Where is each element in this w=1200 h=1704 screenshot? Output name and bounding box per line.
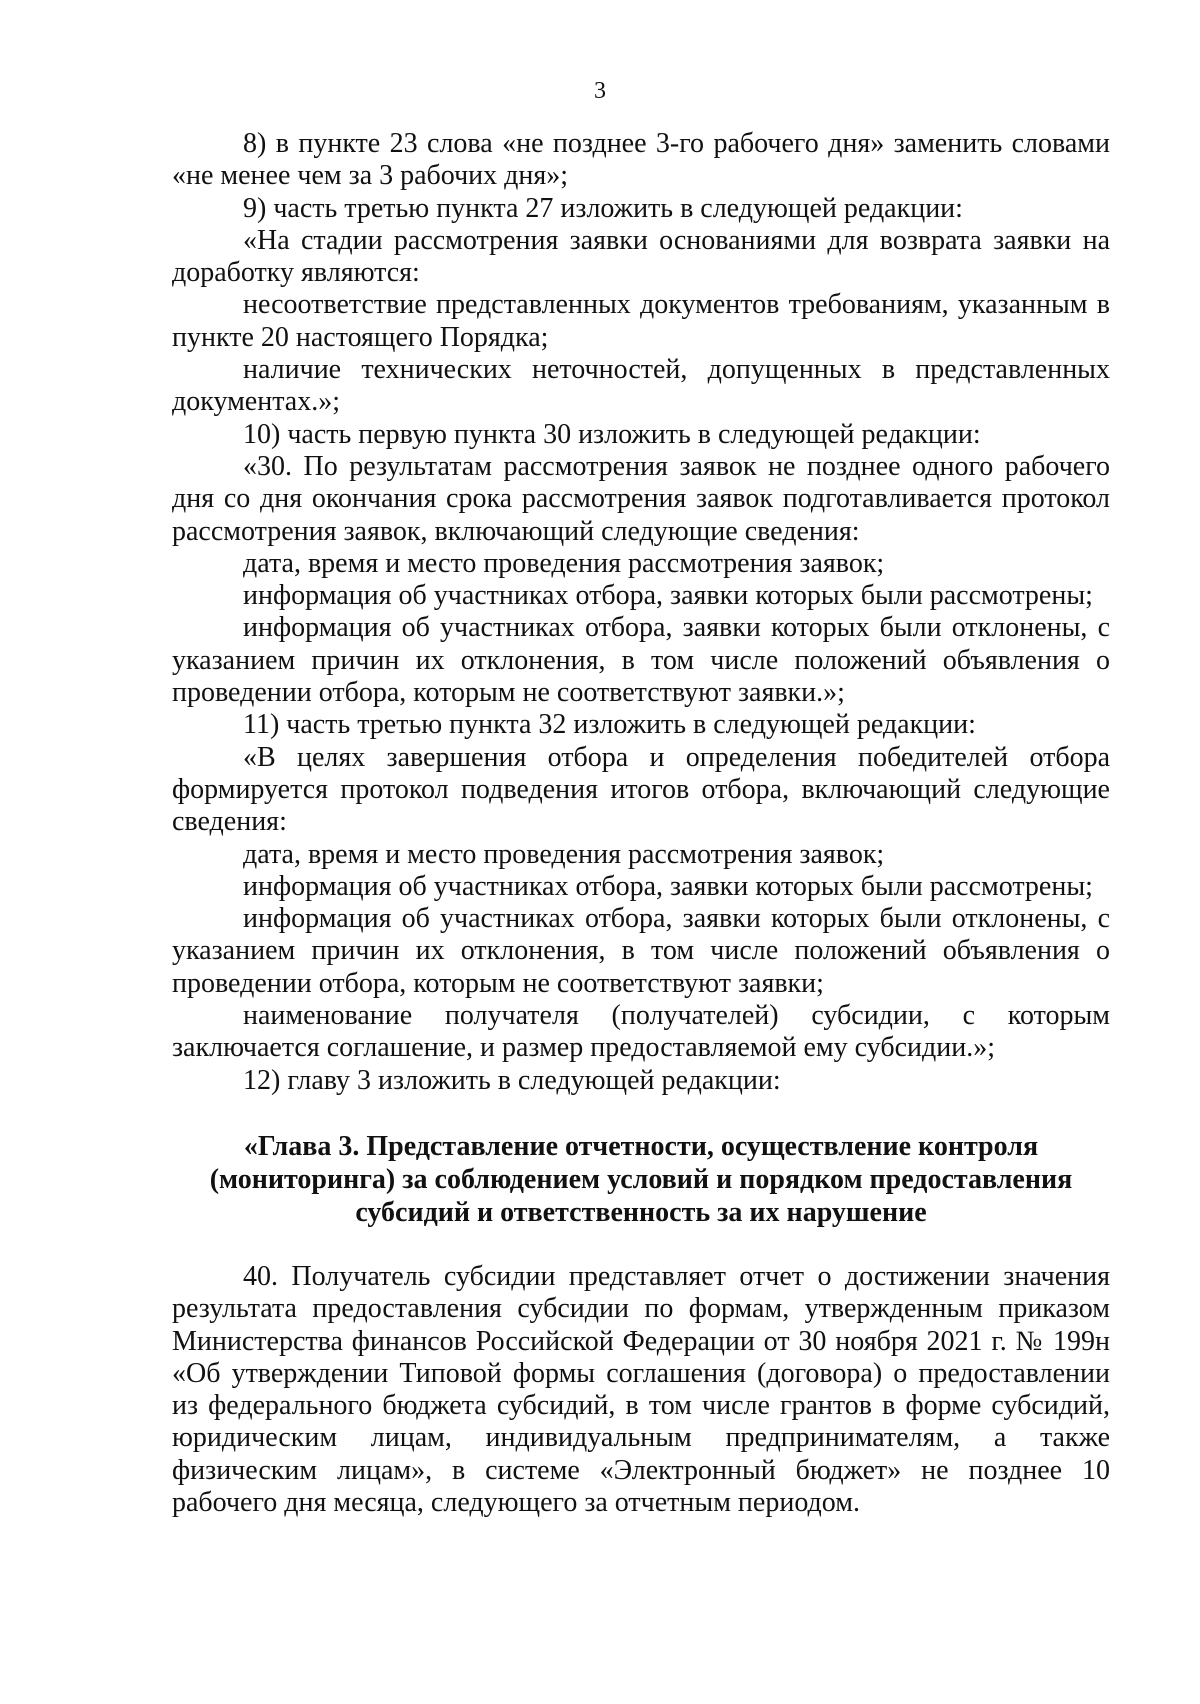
paragraph-quote-27-a: несоответствие представленных документов требованиям, указанным в пункте 20 настоящего Порядка; (172, 289, 1110, 353)
paragraph-quote-27-b: наличие технических неточностей, допущенных в представленных документах.»; (172, 354, 1110, 418)
paragraph-item-10: 10) часть первую пункта 30 изложить в следующей редакции: (243, 418, 981, 450)
chapter-heading (172, 1130, 1110, 1229)
chapter-heading-line-2: (мониторинга) за соблюдением условий и порядком предоставления (209, 1164, 1073, 1195)
paragraph-quote-32-intro: «В целях завершения отбора и определения победителей отбора формируется протокол подведения итогов отбора, включающий следующие сведения: (172, 741, 1110, 838)
page-number: 3 (594, 78, 606, 104)
paragraph-40: 40. Получатель субсидии представляет отчет о достижении значения результата предоставления субсидии по формам, утвержденным приказом Министерства финансов Российской Федерации от 30 ноября 2021 г. № 199н «Об утверждении Типовой формы соглашения (договора) о предоставлении из федерального бюджета субсидий, в том числе грантов в форме субсидий, юридическим лицам, индивидуальным предпринимателям, а также физическим лицам», в системе «Электронный бюджет» не позднее 10 рабочего дня месяца, следующего за отчетным периодом. (172, 1261, 1110, 1519)
chapter-heading-line-1: «Глава 3. Представление отчетности, осуществление контроля (243, 1131, 1039, 1162)
amendments-body (172, 128, 1110, 1097)
paragraph-quote-32-d: наименование получателя (получателей) субсидии, с которым заключается соглашение, и размер предоставляемой ему субсидии.»; (172, 1000, 1110, 1064)
paragraph-quote-30-b: информация об участниках отбора, заявки которых были рассмотрены; (243, 580, 1093, 612)
paragraph-item-9: 9) часть третью пункта 27 изложить в следующей редакции: (243, 192, 963, 224)
chapter-heading-line-3: субсидий и ответственность за их нарушение (355, 1197, 927, 1228)
paragraph-quote-30-a: дата, время и место проведения рассмотрения заявок; (243, 547, 885, 579)
paragraph-quote-30-c: информация об участниках отбора, заявки которых были отклонены, с указанием причин их отклонения, в том числе положений объявления о проведении отбора, которым не соответствуют заявки.»; (172, 612, 1110, 709)
chapter-body (172, 1261, 1110, 1519)
paragraph-item-12: 12) главу 3 изложить в следующей редакции: (243, 1064, 781, 1096)
paragraph-quote-32-b: информация об участниках отбора, заявки которых были рассмотрены; (243, 870, 1093, 902)
paragraph-quote-32-a: дата, время и место проведения рассмотрения заявок; (243, 838, 885, 870)
paragraph-item-8: 8) в пункте 23 слова «не позднее 3-го рабочего дня» заменить словами «не менее чем за 3 рабочих дня»; (172, 128, 1110, 192)
paragraph-item-11: 11) часть третью пункта 32 изложить в следующей редакции: (243, 709, 976, 741)
paragraph-quote-32-c: информация об участниках отбора, заявки которых были отклонены, с указанием причин их отклонения, в том числе положений объявления о проведении отбора, которым не соответствуют заявки; (172, 903, 1110, 999)
paragraph-quote-30-intro: «30. По результатам рассмотрения заявок не позднее одного рабочего дня со дня окончания срока рассмотрения заявок подготавливается протокол рассмотрения заявок, включающий следующие сведения: (172, 450, 1110, 547)
paragraph-quote-27-intro: «На стадии рассмотрения заявки основаниями для возврата заявки на доработку являются: (172, 224, 1110, 289)
